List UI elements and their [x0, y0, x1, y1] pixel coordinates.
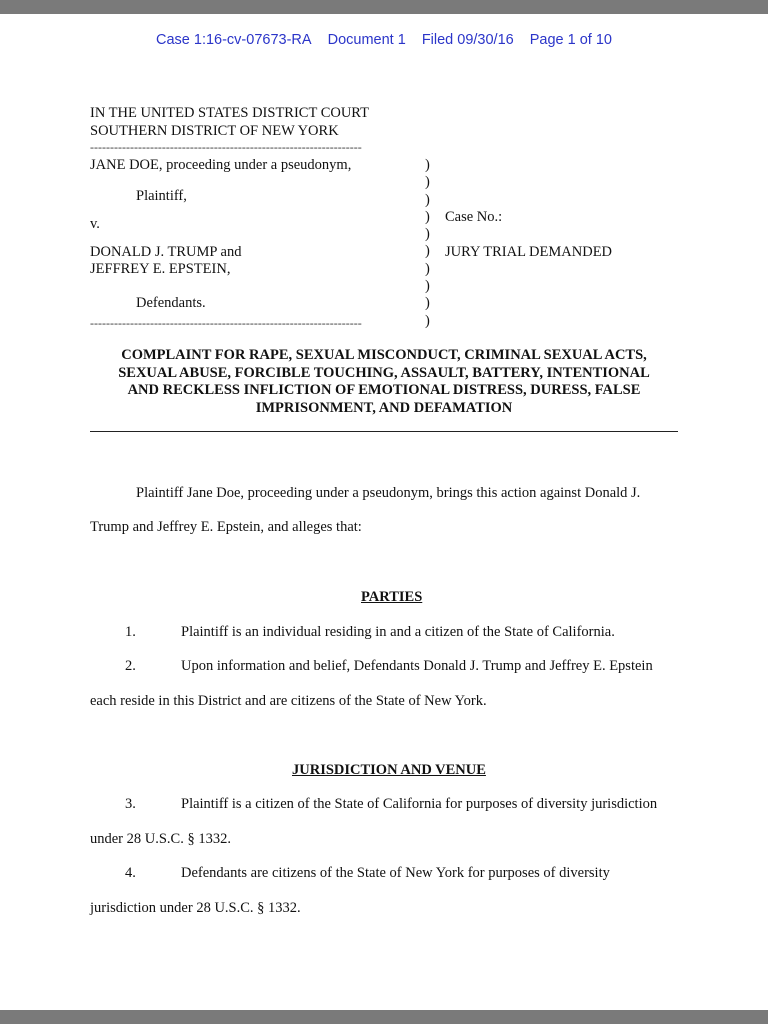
document-page: [0, 14, 768, 1010]
defendants-label: Defendants.: [136, 295, 206, 311]
plaintiff-name: JANE DOE, proceeding under a pseudonym,: [90, 157, 352, 173]
title-line: COMPLAINT FOR RAPE, SEXUAL MISCONDUCT, CRIMINAL SEXUAL ACTS,: [121, 347, 647, 363]
paragraph-3-line1: Plaintiff is a citizen of the State of California for purposes of diversity jurisdiction: [181, 796, 658, 812]
intro-line2: Trump and Jeffrey E. Epstein, and alleges that:: [90, 519, 362, 535]
court-name-line1: IN THE UNITED STATES DISTRICT COURT: [90, 105, 369, 121]
jury-trial-demanded: JURY TRIAL DEMANDED: [445, 244, 613, 260]
paren: ): [425, 174, 430, 191]
paragraph-4-number: 4.: [125, 865, 136, 881]
paren: ): [425, 260, 430, 277]
paren: ): [425, 312, 430, 329]
paragraph-3-line2: under 28 U.S.C. § 1332.: [90, 831, 231, 847]
title-rule: [90, 431, 678, 432]
paragraph-2-line2: each reside in this District and are citizens of the State of New York.: [90, 693, 487, 709]
caption-bottom-dashes: --------------------------------------------------------------------: [90, 316, 362, 330]
court-name-line2: SOUTHERN DISTRICT OF NEW YORK: [90, 123, 339, 139]
jurisdiction-heading: JURISDICTION AND VENUE: [292, 762, 486, 778]
paragraph-4-line1: Defendants are citizens of the State of New York for purposes of diversity: [181, 865, 610, 881]
paren: ): [425, 157, 430, 173]
paragraph-1-text: Plaintiff is an individual residing in and a citizen of the State of California.: [181, 624, 615, 640]
paren: ): [425, 208, 430, 225]
versus-label: v.: [90, 216, 100, 232]
paragraph-4-line2: jurisdiction under 28 U.S.C. § 1332.: [90, 900, 301, 916]
plaintiff-label: Plaintiff,: [136, 188, 187, 204]
page-indicator: Page 1 of 10: [529, 32, 612, 48]
title-line: AND RECKLESS INFLICTION OF EMOTIONAL DISTRESS, DURESS, FALSE: [127, 382, 641, 398]
paragraph-3-number: 3.: [125, 796, 136, 812]
filed-date: Filed 09/30/16: [421, 32, 514, 48]
ecf-header-stamp: [0, 32, 768, 48]
paren: ): [425, 191, 430, 208]
title-line: IMPRISONMENT, AND DEFAMATION: [255, 399, 513, 416]
paren: ): [425, 295, 430, 312]
paren: ): [425, 278, 430, 295]
intro-line1: Plaintiff Jane Doe, proceeding under a pseudonym, brings this action against Donald J.: [136, 485, 641, 501]
caption-paren-column: [425, 157, 430, 330]
defendant-trump: DONALD J. TRUMP and: [90, 244, 242, 260]
parties-heading: PARTIES: [361, 589, 423, 605]
paragraph-1-number: 1.: [125, 624, 136, 640]
caption-top-dashes: --------------------------------------------------------------------: [90, 140, 362, 154]
paren: ): [425, 243, 430, 260]
case-no-label: Case No.:: [445, 209, 503, 225]
case-number: Case 1:16-cv-07673-RA: [156, 32, 312, 48]
document-number: Document 1: [327, 32, 406, 48]
complaint-title: [90, 347, 678, 417]
paragraph-2-number: 2.: [125, 658, 136, 674]
title-line: SEXUAL ABUSE, FORCIBLE TOUCHING, ASSAULT, BATTERY, INTENTIONAL: [118, 364, 650, 381]
paren: ): [425, 226, 430, 243]
paragraph-2-line1: Upon information and belief, Defendants Donald J. Trump and Jeffrey E. Epstein: [181, 658, 653, 674]
defendant-epstein: JEFFREY E. EPSTEIN,: [90, 261, 231, 277]
